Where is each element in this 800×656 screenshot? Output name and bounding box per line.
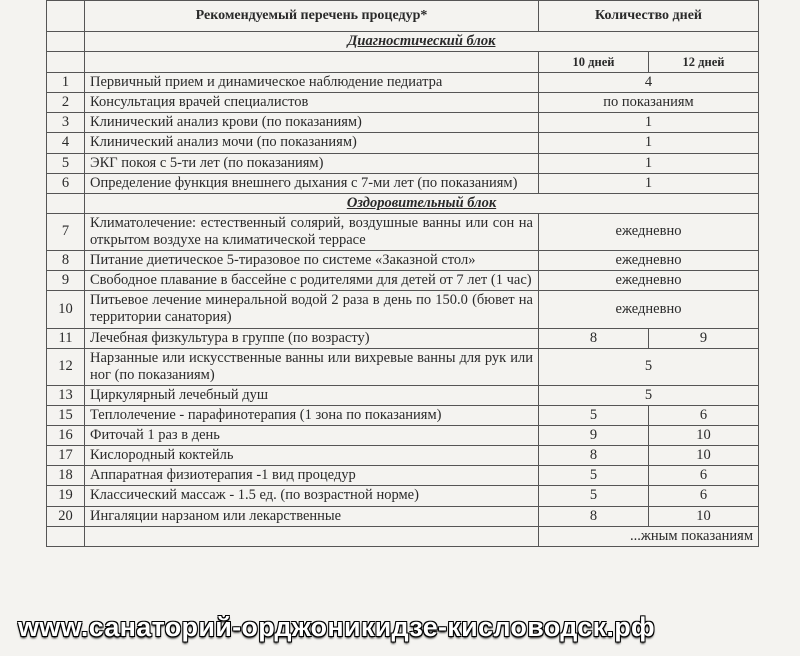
row-number: [47, 526, 85, 546]
days-12-value: 9: [649, 328, 759, 348]
days-12-value: 6: [649, 486, 759, 506]
procedure-name: Консультация врачей специалистов: [85, 93, 539, 113]
row-number: 19: [47, 486, 85, 506]
days-10-value: 8: [539, 328, 649, 348]
subheader-12-days: 12 дней: [649, 52, 759, 73]
procedure-name: Определение функция внешнего дыхания с 7-ми лет (по показаниям): [85, 173, 539, 193]
procedure-name: Нарзанные или искусственные ванны или вихревые ванны для рук или ног (по показаниям): [85, 348, 539, 385]
table-row: [47, 251, 759, 271]
table-row: [47, 73, 759, 93]
procedure-name: Ингаляции нарзаном или лекарственные: [85, 506, 539, 526]
procedure-name: Питание диетическое 5-тиразовое по системе «Заказной стол»: [85, 251, 539, 271]
subheader-empty-num: [47, 52, 85, 73]
days-value: ...жным показаниям: [539, 526, 759, 546]
section-number-cell: [47, 193, 85, 213]
section-title-health: Оздоровительный блок: [85, 193, 759, 213]
row-number: 16: [47, 426, 85, 446]
days-12-value: 10: [649, 426, 759, 446]
table-row: [47, 113, 759, 133]
table-row: [47, 526, 759, 546]
days-value: 1: [539, 153, 759, 173]
procedure-name: Теплолечение - парафинотерапия (1 зона по показаниям): [85, 405, 539, 425]
row-number: 8: [47, 251, 85, 271]
days-value: 5: [539, 348, 759, 385]
header-days: Количество дней: [539, 1, 759, 32]
table-row: [47, 506, 759, 526]
procedure-name: Классический массаж - 1.5 ед. (по возрастной норме): [85, 486, 539, 506]
row-number: 11: [47, 328, 85, 348]
table-row: [47, 426, 759, 446]
row-number: 15: [47, 405, 85, 425]
table-row: [47, 271, 759, 291]
days-10-value: 8: [539, 446, 649, 466]
table-row: [47, 385, 759, 405]
days-value: 4: [539, 73, 759, 93]
site-watermark: www.санаторий-орджоникидзе-кисловодск.рф: [18, 612, 655, 642]
table-row: [47, 348, 759, 385]
procedure-name: Климатолечение: естественный солярий, воздушные ванны или сон на открытом воздухе на климатической террасе: [85, 213, 539, 250]
procedure-table: [46, 0, 759, 547]
table-row: [47, 93, 759, 113]
days-value: ежедневно: [539, 271, 759, 291]
procedure-name: Лечебная физкультура в группе (по возрасту): [85, 328, 539, 348]
days-10-value: 5: [539, 486, 649, 506]
table-row: [47, 466, 759, 486]
row-number: 9: [47, 271, 85, 291]
procedure-name: Аппаратная физиотерапия -1 вид процедур: [85, 466, 539, 486]
table-row: [47, 328, 759, 348]
row-number: 13: [47, 385, 85, 405]
table-row: [47, 291, 759, 328]
procedure-name: ЭКГ покоя с 5-ти лет (по показаниям): [85, 153, 539, 173]
table-header-row: [47, 1, 759, 32]
days-10-value: 8: [539, 506, 649, 526]
procedure-name: Клинический анализ крови (по показаниям): [85, 113, 539, 133]
row-number: 12: [47, 348, 85, 385]
row-number: 5: [47, 153, 85, 173]
days-12-value: 6: [649, 405, 759, 425]
days-10-value: 5: [539, 466, 649, 486]
days-value: 1: [539, 173, 759, 193]
days-12-value: 10: [649, 446, 759, 466]
row-number: 6: [47, 173, 85, 193]
procedure-name: Клинический анализ мочи (по показаниям): [85, 133, 539, 153]
row-number: 4: [47, 133, 85, 153]
section-row-diagnostic: [47, 32, 759, 52]
procedure-name: Фиточай 1 раз в день: [85, 426, 539, 446]
row-number: 1: [47, 73, 85, 93]
days-value: по показаниям: [539, 93, 759, 113]
header-number-cell: [47, 1, 85, 32]
section-title-diagnostic: Диагностический блок: [85, 32, 759, 52]
days-12-value: 6: [649, 466, 759, 486]
row-number: 3: [47, 113, 85, 133]
procedure-name: [85, 526, 539, 546]
subheader-10-days: 10 дней: [539, 52, 649, 73]
days-value: ежедневно: [539, 251, 759, 271]
days-value: 1: [539, 113, 759, 133]
days-10-value: 5: [539, 405, 649, 425]
row-number: 17: [47, 446, 85, 466]
table-row: [47, 213, 759, 250]
days-value: ежедневно: [539, 291, 759, 328]
table-row: [47, 153, 759, 173]
section-row-health: [47, 193, 759, 213]
row-number: 18: [47, 466, 85, 486]
days-10-value: 9: [539, 426, 649, 446]
table-row: [47, 405, 759, 425]
procedure-name: Свободное плавание в бассейне с родителями для детей от 7 лет (1 час): [85, 271, 539, 291]
subheader-row: [47, 52, 759, 73]
days-value: 1: [539, 133, 759, 153]
table-row: [47, 446, 759, 466]
procedure-name: Кислородный коктейль: [85, 446, 539, 466]
row-number: 20: [47, 506, 85, 526]
header-procedures: Рекомендуемый перечень процедур*: [85, 1, 539, 32]
procedure-name: Циркулярный лечебный душ: [85, 385, 539, 405]
row-number: 2: [47, 93, 85, 113]
procedure-table-sheet: [46, 0, 758, 547]
table-row: [47, 486, 759, 506]
procedure-name: Первичный прием и динамическое наблюдение педиатра: [85, 73, 539, 93]
row-number: 10: [47, 291, 85, 328]
days-value: 5: [539, 385, 759, 405]
table-row: [47, 133, 759, 153]
row-number: 7: [47, 213, 85, 250]
days-value: ежедневно: [539, 213, 759, 250]
subheader-empty-proc: [85, 52, 539, 73]
days-12-value: 10: [649, 506, 759, 526]
section-number-cell: [47, 32, 85, 52]
table-row: [47, 173, 759, 193]
procedure-name: Питьевое лечение минеральной водой 2 раза в день по 150.0 (бювет на территории санатория): [85, 291, 539, 328]
